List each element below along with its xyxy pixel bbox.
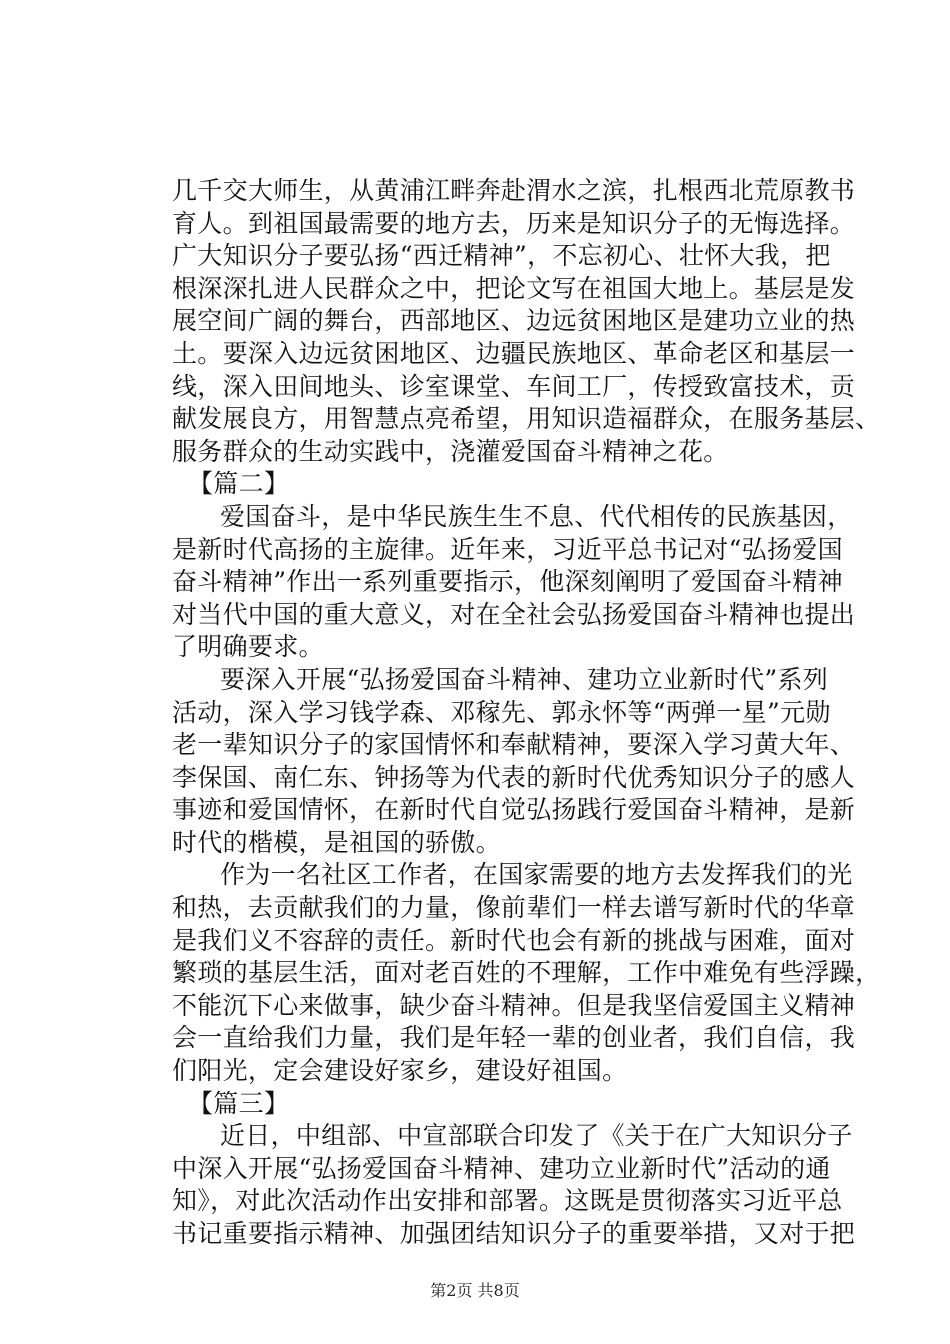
text-line: 是新时代高扬的主旋律。近年来，习近平总书记对“弘扬爱国 (172, 534, 843, 564)
text-line: 几千交大师生，从黄浦江畔奔赴渭水之滨，扎根西北荒原教书 (172, 176, 856, 205)
text-line: 会一直给我们力量，我们是年轻一辈的创业者，我们自信，我 (172, 1023, 856, 1053)
text-line: 是我们义不容辞的责任。新时代也会有新的挑战与困难，面对 (172, 925, 856, 955)
text-line: 服务群众的生动实践中，浇灌爱国奋斗精神之花。 (172, 436, 729, 466)
text-line: 土。要深入边远贫困地区、边疆民族地区、革命老区和基层一 (172, 338, 856, 368)
text-line: 线，深入田间地头、诊室课堂、车间工厂，传授致富技术，贡 (172, 371, 856, 401)
text-line: 繁琐的基层生活，面对老百姓的不理解，工作中难免有些浮躁， (172, 958, 881, 988)
text-line: 广大知识分子要弘扬“西迁精神”，不忘初心、壮怀大我，把 (172, 241, 831, 271)
text-line: 事迹和爱国情怀，在新时代自觉弘扬践行爱国奋斗精神，是新 (172, 795, 856, 825)
page-footer: 第2页 共8页 (430, 1281, 520, 1300)
text-line: 时代的楷模，是祖国的骄傲。 (172, 827, 501, 857)
text-line: 对当代中国的重大意义，对在全社会弘扬爱国奋斗精神也提出 (172, 599, 856, 629)
text-line: 爱国奋斗，是中华民族生生不息、代代相传的民族基因， (220, 501, 853, 531)
text-line: 根深深扎进人民群众之中，把论文写在祖国大地上。基层是发 (172, 273, 856, 303)
section-heading: 【篇三】 (188, 1088, 290, 1118)
text-line: 知》，对此次活动作出安排和部署。这既是贯彻落实习近平总 (172, 1186, 843, 1216)
text-line: 近日，中组部、中宣部联合印发了《关于在广大知识分子 (220, 1121, 853, 1151)
text-line: 展空间广阔的舞台，西部地区、边远贫困地区是建功立业的热 (172, 306, 856, 336)
text-line: 中深入开展“弘扬爱国奋斗精神、建功立业新时代”活动的通 (172, 1153, 831, 1183)
section-heading: 【篇二】 (188, 469, 290, 499)
text-line: 育人。到祖国最需要的地方去，历来是知识分子的无悔选择。 (172, 208, 856, 238)
text-line: 奋斗精神”作出一系列重要指示，他深刻阐明了爱国奋斗精神 (172, 567, 843, 597)
text-line: 们阳光，定会建设好家乡，建设好祖国。 (172, 1056, 628, 1086)
text-line: 作为一名社区工作者，在国家需要的地方去发挥我们的光 (220, 860, 853, 890)
text-line: 书记重要指示精神、加强团结知识分子的重要举措，又对于把 (172, 1219, 856, 1248)
text-line: 了明确要求。 (172, 632, 324, 662)
text-line: 李保国、南仁东、钟扬等为代表的新时代优秀知识分子的感人 (172, 762, 856, 792)
text-line: 和热，去贡献我们的力量，像前辈们一样去谱写新时代的华章 (172, 893, 856, 923)
text-line: 献发展良方，用智慧点亮希望，用知识造福群众，在服务基层、 (172, 404, 881, 434)
document-body (172, 175, 881, 1251)
text-line: 老一辈知识分子的家国情怀和奉献精神，要深入学习黄大年、 (172, 730, 856, 760)
text-line: 不能沉下心来做事，缺少奋斗精神。但是我坚信爱国主义精神 (172, 990, 856, 1020)
text-line: 活动，深入学习钱学森、邓稼先、郭永怀等“两弹一星”元勋 (172, 697, 831, 727)
text-line: 要深入开展“弘扬爱国奋斗精神、建功立业新时代”系列 (220, 664, 829, 694)
